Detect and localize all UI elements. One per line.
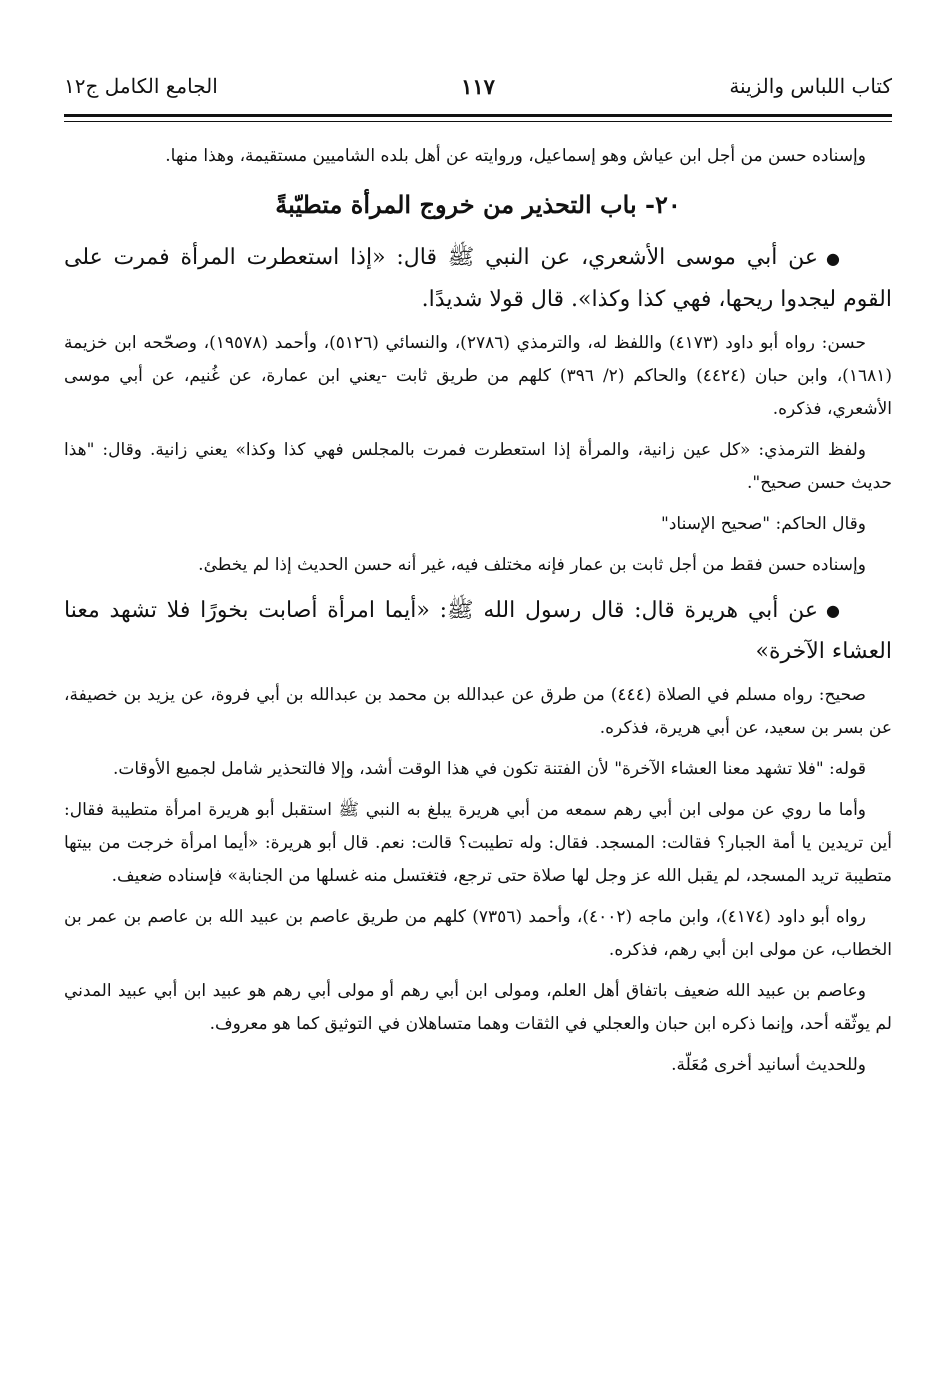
bullet-icon: ● [826, 248, 840, 268]
hadith-1-text [64, 237, 892, 320]
tirmidhi-wording: ولفظ الترمذي: «كل عين زانية، والمرأة إذا استعطرت فمرت بالمجلس فهي كذا وكذا» يعني زانية. وقال: "هذا حديث حسن صحيح". [64, 439, 892, 493]
header-rule-thin [64, 121, 892, 122]
collection-title: الجامع الكامل ج١٢ [64, 74, 218, 98]
page-number: ١١٧ [461, 74, 495, 99]
weak-report: وأما ما روي عن مولى ابن أبي رهم سمعه من أبي هريرة يبلغ به النبي ﷺ استقبل أبو هريرة امرأة متطيبة فقال: أين تريدين يا أمة الجبار؟ فقالت: المسجد. فقال: وله تطيبت؟ قالت: نعم. قال أبو هريرة: «أيما امرأة خرجت من بيتها متطيبة تريد المسجد، لم يقبل الله عز وجل لها صلاة حتى ترجع، فتغتسل منه غسلها من الجنابة» فإسناده ضعيف. [64, 800, 892, 886]
intro-paragraph: وإسناده حسن من أجل ابن عياش وهو إسماعيل، وروايته عن أهل بلده الشاميين مستقيمة، وهذا منها. [165, 146, 866, 166]
hakim-statement: وقال الحاكم: "صحيح الإسناد" [661, 513, 866, 534]
hadith-2-text [64, 590, 892, 673]
chapter-title: ٢٠- باب التحذير من خروج المرأة متطيّبةً [275, 190, 681, 219]
book-title: كتاب اللباس والزينة [729, 74, 892, 98]
hadith-2-body: عن أبي هريرة قال: قال رسول الله ﷺ: «أيما امرأة أصابت بخورًا فلا تشهد معنا العشاء الآخرة» [64, 597, 892, 664]
hadith-2-takhrij: صحيح: رواه مسلم في الصلاة (٤٤٤) من طرق عن عبدالله بن محمد بن عبدالله بن أبي فروة، عن يزيد بن خصيفة، عن بسر بن سعيد، عن أبي هريرة، فذكره. [64, 685, 892, 738]
hadith-1-takhrij: حسن: رواه أبو داود (٤١٧٣) واللفظ له، والترمذي (٢٧٨٦)، والنسائي (٥١٢٦)، وأحمد (١٩٥٧٨)، وصحّحه ابن خزيمة (١٦٨١)، وابن حبان (٤٤٢٤) والحاكم (٢/ ٣٩٦) كلهم من طريق ثابت -يعني ابن عمارة، عن غُنيم، عن أبي موسى الأشعري، فذكره. [64, 332, 892, 419]
asim-note: وعاصم بن عبيد الله ضعيف باتفاق أهل العلم، ومولى ابن أبي رهم أو مولى أبي رهم هو عبيد ابن أبي عبيد المدني لم يوثّقه أحد، وإنما ذكره ابن حبان والعجلي في الثقات وهما متساهلان في التوثيق كما هو معروف. [64, 981, 892, 1034]
header-rule-thick [64, 114, 892, 117]
isnad-note: وإسناده حسن فقط من أجل ثابت بن عمار فإنه مختلف فيه، غير أنه حسن الحديث إذا لم يخطئ. [198, 554, 866, 575]
page-header [64, 74, 892, 108]
hadith-2-commentary: قوله: "فلا تشهد معنا العشاء الآخرة" لأن الفتنة تكون في هذا الوقت أشد، وإلا فالتحذير شامل لجميع الأوقات. [112, 759, 866, 779]
hadith-1-body: عن أبي موسى الأشعري، عن النبي ﷺ قال: «إذا استعطرت المرأة فمرت على القوم ليجدوا ريحها، فهي كذا وكذا». قال قولا شديدًا. [64, 245, 892, 312]
other-chains-note: وللحديث أسانيد أخرى مُعَلّة. [671, 1055, 866, 1075]
bullet-icon: ● [826, 601, 840, 620]
weak-report-takhrij: رواه أبو داود (٤١٧٤)، وابن ماجه (٤٠٠٢)، وأحمد (٧٣٥٦) كلهم من طريق عاصم بن عبيد الله بن عاصم بن عمر بن الخطاب، عن مولى ابن أبي رهم، فذكره. [64, 907, 892, 960]
page-content [64, 140, 892, 1090]
